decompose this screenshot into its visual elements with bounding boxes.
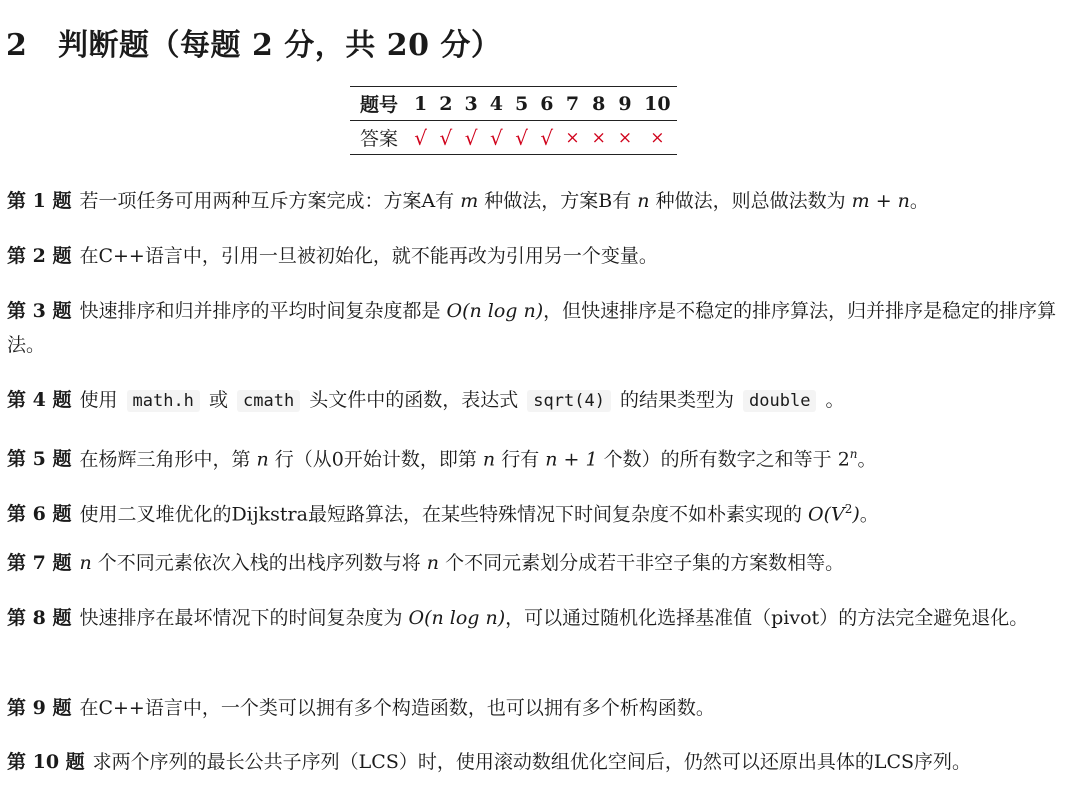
question-text: 个不同元素划分成若干非空子集的方案数相等。 (439, 552, 845, 574)
answer-mark: √ (439, 125, 453, 150)
question-number: 5 (509, 87, 534, 121)
question-number: 3 (458, 87, 483, 121)
math-base: 2 (837, 448, 850, 471)
answer-mark: × (565, 127, 580, 148)
question-label: 第 2 题 (7, 245, 72, 267)
math-expression: O(V (808, 503, 845, 526)
question-5 (7, 437, 1067, 476)
question-2 (7, 239, 1067, 273)
question-number: 6 (534, 87, 559, 121)
question-text: ，可以通过随机化选择基准值（pivot）的方法完全避免退化。 (505, 607, 1029, 629)
question-text: 。 (909, 190, 929, 212)
question-number-label: 题号 (350, 87, 408, 121)
code-span: cmath (237, 390, 300, 412)
math-expression: ) (852, 503, 860, 526)
question-text: 在C++语言中，一个类可以拥有多个构造函数，也可以拥有多个析构函数。 (79, 697, 715, 719)
math-var: n (637, 190, 650, 212)
question-text: 快速排序在最坏情况下的时间复杂度为 (79, 607, 409, 629)
math-var: n (256, 448, 269, 471)
answer-mark: × (650, 127, 665, 148)
question-number: 7 (559, 87, 585, 121)
section-number: 2 (6, 28, 28, 63)
question-label: 第 5 题 (7, 448, 72, 471)
math-var: m (460, 190, 479, 212)
answer-mark: √ (540, 125, 554, 150)
answer-table-answer-row (350, 121, 677, 155)
question-9 (7, 691, 1067, 725)
math-var: n (426, 552, 440, 574)
question-number: 2 (433, 87, 458, 121)
question-number: 9 (612, 87, 638, 121)
math-expression: O(n log n) (446, 300, 544, 322)
question-text: 。 (819, 389, 845, 411)
question-text: 若一项任务可用两种互斥方案完成：方案A有 (79, 190, 461, 212)
question-7 (7, 546, 1067, 580)
question-text: 头文件中的函数，表达式 (303, 389, 525, 411)
question-text: 在C++语言中，引用一旦被初始化，就不能再改为引用另一个变量。 (79, 245, 658, 267)
question-number: 1 (408, 87, 433, 121)
question-text: 种做法，则总做法数为 (649, 190, 852, 212)
code-span: math.h (127, 390, 200, 412)
answer-mark: √ (414, 125, 427, 150)
question-text: 快速排序和归并排序的平均时间复杂度都是 (79, 300, 447, 322)
question-3 (7, 294, 1067, 362)
question-label: 第 7 题 (7, 552, 72, 574)
question-text: 个数）的所有数字之和等于 (597, 448, 838, 471)
answer-table (350, 86, 677, 155)
question-text: 的结果类型为 (613, 389, 741, 411)
question-text: 使用 (79, 389, 124, 411)
question-number: 8 (586, 87, 612, 121)
answer-label: 答案 (360, 128, 399, 150)
math-exponent: 2 (844, 502, 853, 516)
question-4 (7, 383, 1067, 418)
math-expression: m + n (851, 190, 910, 212)
question-number: 10 (638, 87, 676, 121)
question-text: 或 (202, 389, 235, 411)
math-var: n (79, 552, 92, 574)
question-label: 第 8 题 (7, 607, 72, 629)
code-span: double (743, 390, 816, 412)
math-exponent: n (849, 447, 858, 461)
question-text: 行有 (495, 448, 546, 471)
answer-mark: × (617, 127, 633, 148)
answer-mark: √ (489, 125, 503, 150)
math-expression: n + 1 (545, 448, 598, 471)
question-label: 第 3 题 (7, 300, 72, 322)
math-expression: O(n log n) (408, 607, 506, 629)
question-label: 第 10 题 (7, 751, 85, 773)
question-10 (7, 745, 1067, 779)
question-text: ，但快速排序是不稳定的排序算法，归并排序是稳定的排序算法。 (7, 300, 1057, 356)
section-title (6, 20, 501, 64)
question-text: 。 (857, 448, 877, 471)
answer-table-header-row (350, 87, 677, 121)
question-label: 第 9 题 (7, 697, 72, 719)
code-span: sqrt(4) (527, 390, 611, 412)
question-text: 使用二叉堆优化的Dijkstra最短路算法，在某些特殊情况下时间复杂度不如朴素实现的 (79, 503, 809, 526)
question-label: 第 4 题 (7, 389, 72, 411)
section-title-text: 判断题（每题 2 分，共 20 分） (58, 28, 502, 63)
question-8 (7, 601, 1067, 635)
question-label: 第 1 题 (7, 190, 72, 212)
answer-mark: × (591, 127, 606, 148)
question-label: 第 6 题 (7, 503, 72, 526)
question-text: 种做法，方案B有 (478, 190, 638, 212)
question-text: 个不同元素依次入栈的出栈序列数与将 (91, 552, 427, 574)
question-6 (7, 492, 1067, 531)
question-text: 在杨辉三角形中，第 (79, 448, 257, 471)
answer-mark: √ (464, 125, 478, 150)
question-text: 。 (859, 503, 879, 526)
question-text: 行（从0开始计数，即第 (268, 448, 483, 471)
question-number: 4 (484, 87, 509, 121)
math-var: n (482, 448, 496, 471)
question-1 (7, 184, 1067, 218)
question-text: 求两个序列的最长公共子序列（LCS）时，使用滚动数组优化空间后，仍然可以还原出具体的LCS序列。 (92, 751, 972, 773)
answer-mark: √ (515, 125, 528, 150)
